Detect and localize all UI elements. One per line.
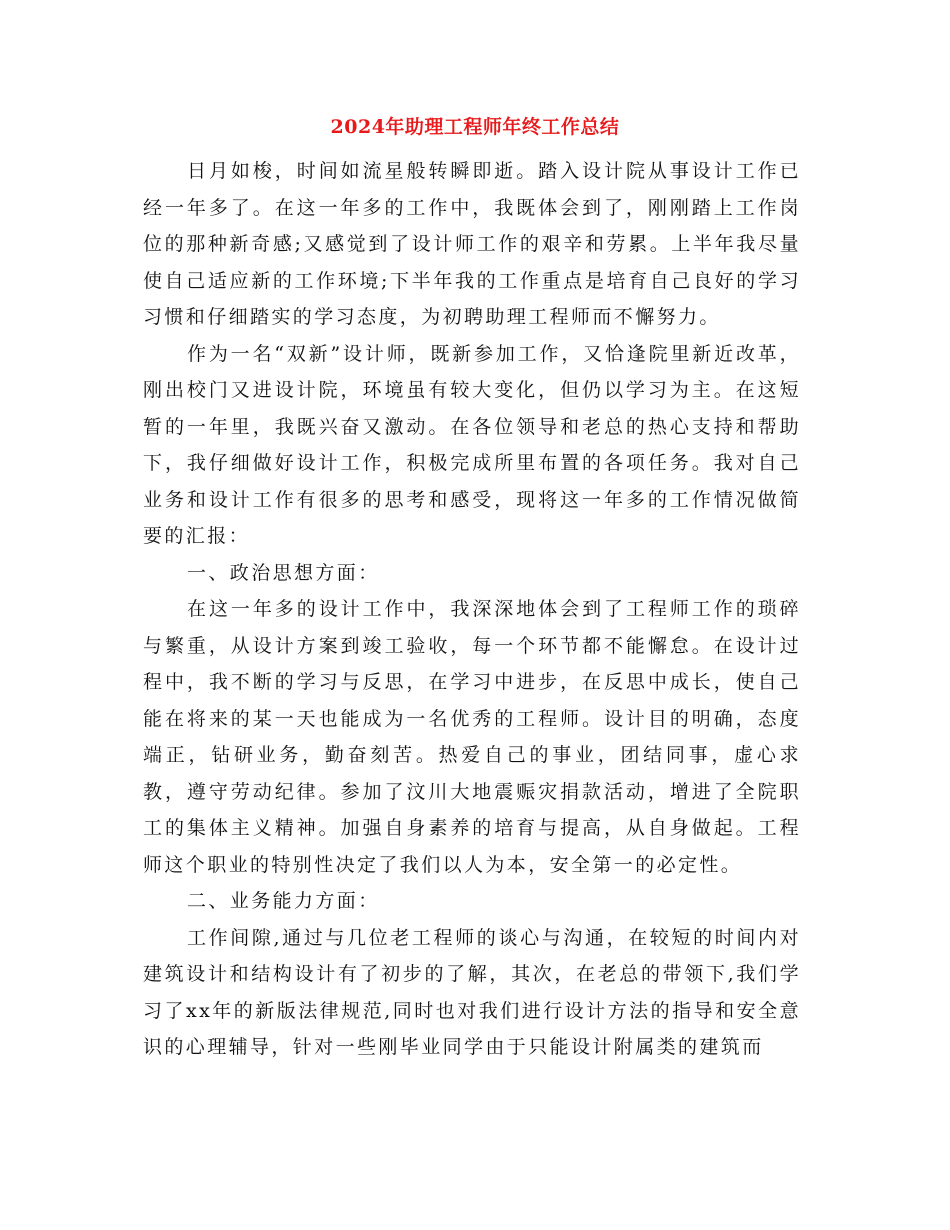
document-title: 2024年助理工程师年终工作总结: [330, 116, 620, 138]
section-heading-political: 一、政治思想方面：: [187, 561, 380, 584]
paragraph-intro: 日月如梭，时间如流星般转瞬即逝。踏入设计院从事设计工作已经一年多了。在这一年多的工作中，我既体会到了，刚刚踏上工作岗位的那种新奇感;又感觉到了设计师工作的艰辛和劳累。上半年我尽量使自己适应新的工作环境;下半年我的工作重点是培育自己良好的学习习惯和仔细踏实的学习态度，为初聘助理工程师而不懈努力。: [143, 160, 801, 328]
paragraph-business: 工作间隙,通过与几位老工程师的谈心与沟通，在较短的时间内对建筑设计和结构设计有了初步的了解，其次，在老总的带领下,我们学习了xx年的新版法律规范,同时也对我们进行设计方法的指导和安全意识的心理辅导，针对一些刚毕业同学由于只能设计附属类的建筑而: [143, 926, 801, 1058]
document-body: [143, 153, 801, 1066]
paragraph-political: 在这一年多的设计工作中，我深深地体会到了工程师工作的琐碎与繁重，从设计方案到竣工验收，每一个环节都不能懈怠。在设计过程中，我不断的学习与反思，在学习中进步，在反思中成长，使自己能在将来的某一天也能成为一名优秀的工程师。设计目的明确，态度端正，钻研业务，勤奋刻苦。热爱自己的事业，团结同事，虚心求教，遵守劳动纪律。参加了汶川大地震赈灾捐款活动，增进了全院职工的集体主义精神。加强自身素养的培育与提高，从自身做起。工程师这个职业的特别性决定了我们以人为本，安全第一的必定性。: [143, 598, 801, 876]
paragraph-background: 作为一名“双新”设计师，既新参加工作，又恰逢院里新近改革，刚出校门又进设计院，环境虽有较大变化，但仍以学习为主。在这短暂的一年里，我既兴奋又激动。在各位领导和老总的热心支持和帮助下，我仔细做好设计工作，积极完成所里布置的各项任务。我对自己业务和设计工作有很多的思考和感受，现将这一年多的工作情况做简要的汇报：: [143, 342, 801, 547]
section-heading-business: 二、业务能力方面：: [187, 890, 380, 912]
